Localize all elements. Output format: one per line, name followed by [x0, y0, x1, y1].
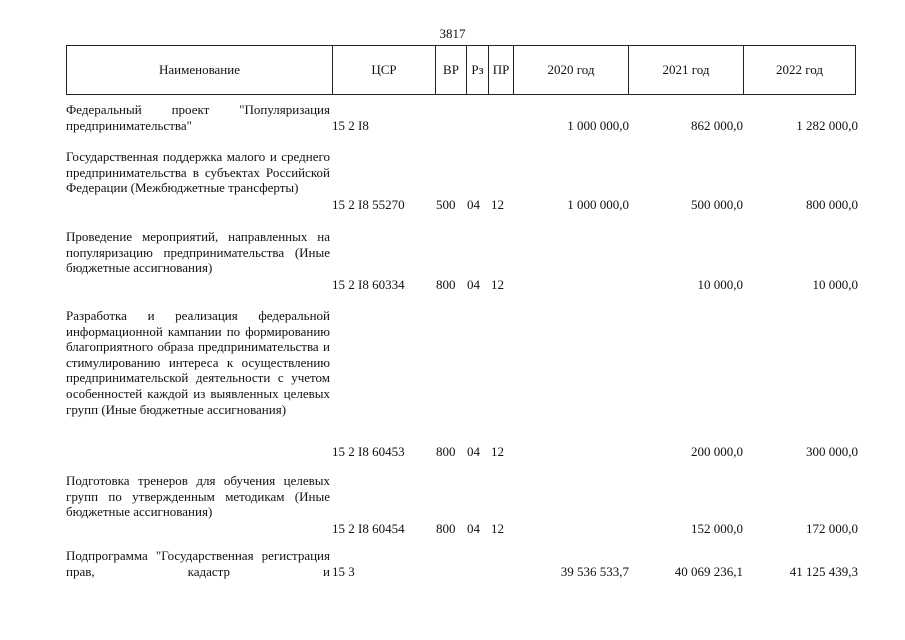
- col-header-2020: 2020 год: [514, 46, 629, 94]
- row-2022: 1 282 000,0: [796, 118, 858, 134]
- row-csr: 15 2 I8 60334: [332, 277, 405, 293]
- row-2020: 1 000 000,0: [567, 197, 629, 213]
- row-2022: 172 000,0: [806, 521, 858, 537]
- row-2021: 200 000,0: [691, 444, 743, 460]
- row-rz: 04: [467, 197, 480, 213]
- row-2021: 500 000,0: [691, 197, 743, 213]
- row-name: Подготовка тренеров для обучения целевых групп по утвержденным методикам (Иные бюджетные ассигнования): [66, 473, 330, 520]
- table-row: [66, 149, 856, 213]
- row-vr: 800: [436, 277, 456, 293]
- col-header-vr: ВР: [436, 46, 467, 94]
- row-2021: 152 000,0: [691, 521, 743, 537]
- row-csr: 15 2 I8: [332, 118, 369, 134]
- table-row: [66, 548, 856, 580]
- row-2021: 862 000,0: [691, 118, 743, 134]
- row-2022: 41 125 439,3: [789, 564, 858, 580]
- row-2020: 1 000 000,0: [567, 118, 629, 134]
- page-number: 3817: [439, 26, 466, 41]
- table-row: [66, 473, 856, 537]
- col-header-csr: ЦСР: [333, 46, 436, 94]
- row-vr: 800: [436, 444, 456, 460]
- row-csr: 15 2 I8 60454: [332, 521, 405, 537]
- table-row: [66, 308, 856, 460]
- row-2022: 10 000,0: [812, 277, 858, 293]
- row-name: Федеральный проект "Популяризация предпринимательства": [66, 102, 330, 133]
- row-pr: 12: [491, 277, 504, 293]
- row-2021: 10 000,0: [697, 277, 743, 293]
- row-vr: 800: [436, 521, 456, 537]
- col-header-2021: 2021 год: [629, 46, 744, 94]
- row-name: Разработка и реализация федеральной информационной кампании по формированию благоприятного образа предпринимательства и стимулированию интереса к осуществлению предпринимательской деятельности с учетом особенностей каждой из выявленных целевых групп (Иные бюджетные ассигнования): [66, 308, 330, 417]
- row-2022: 800 000,0: [806, 197, 858, 213]
- row-name: Проведение мероприятий, направленных на популяризацию предпринимательства (Иные бюджетные ассигнования): [66, 229, 330, 276]
- row-rz: 04: [467, 444, 480, 460]
- row-2022: 300 000,0: [806, 444, 858, 460]
- col-header-2022: 2022 год: [776, 62, 823, 77]
- row-2021: 40 069 236,1: [674, 564, 743, 580]
- row-rz: 04: [467, 521, 480, 537]
- row-name: Государственная поддержка малого и среднего предпринимательства в субъектах Российской Федерации (Межбюджетные трансферты): [66, 149, 330, 196]
- row-csr: 15 2 I8 60453: [332, 444, 405, 460]
- row-rz: 04: [467, 277, 480, 293]
- row-pr: 12: [491, 197, 504, 213]
- table-row: [66, 229, 856, 293]
- row-csr: 15 3: [332, 564, 355, 580]
- table-header: [66, 45, 856, 95]
- row-csr: 15 2 I8 55270: [332, 197, 405, 213]
- col-header-rz: Рз: [467, 46, 489, 94]
- table-row: [66, 102, 856, 134]
- col-header-pr: ПР: [489, 46, 514, 94]
- row-name: Подпрограмма "Государственная регистрация прав, кадастр и: [66, 548, 330, 579]
- row-vr: 500: [436, 197, 456, 213]
- row-2020: 39 536 533,7: [560, 564, 629, 580]
- row-pr: 12: [491, 521, 504, 537]
- col-header-name: Наименование: [67, 46, 333, 94]
- row-pr: 12: [491, 444, 504, 460]
